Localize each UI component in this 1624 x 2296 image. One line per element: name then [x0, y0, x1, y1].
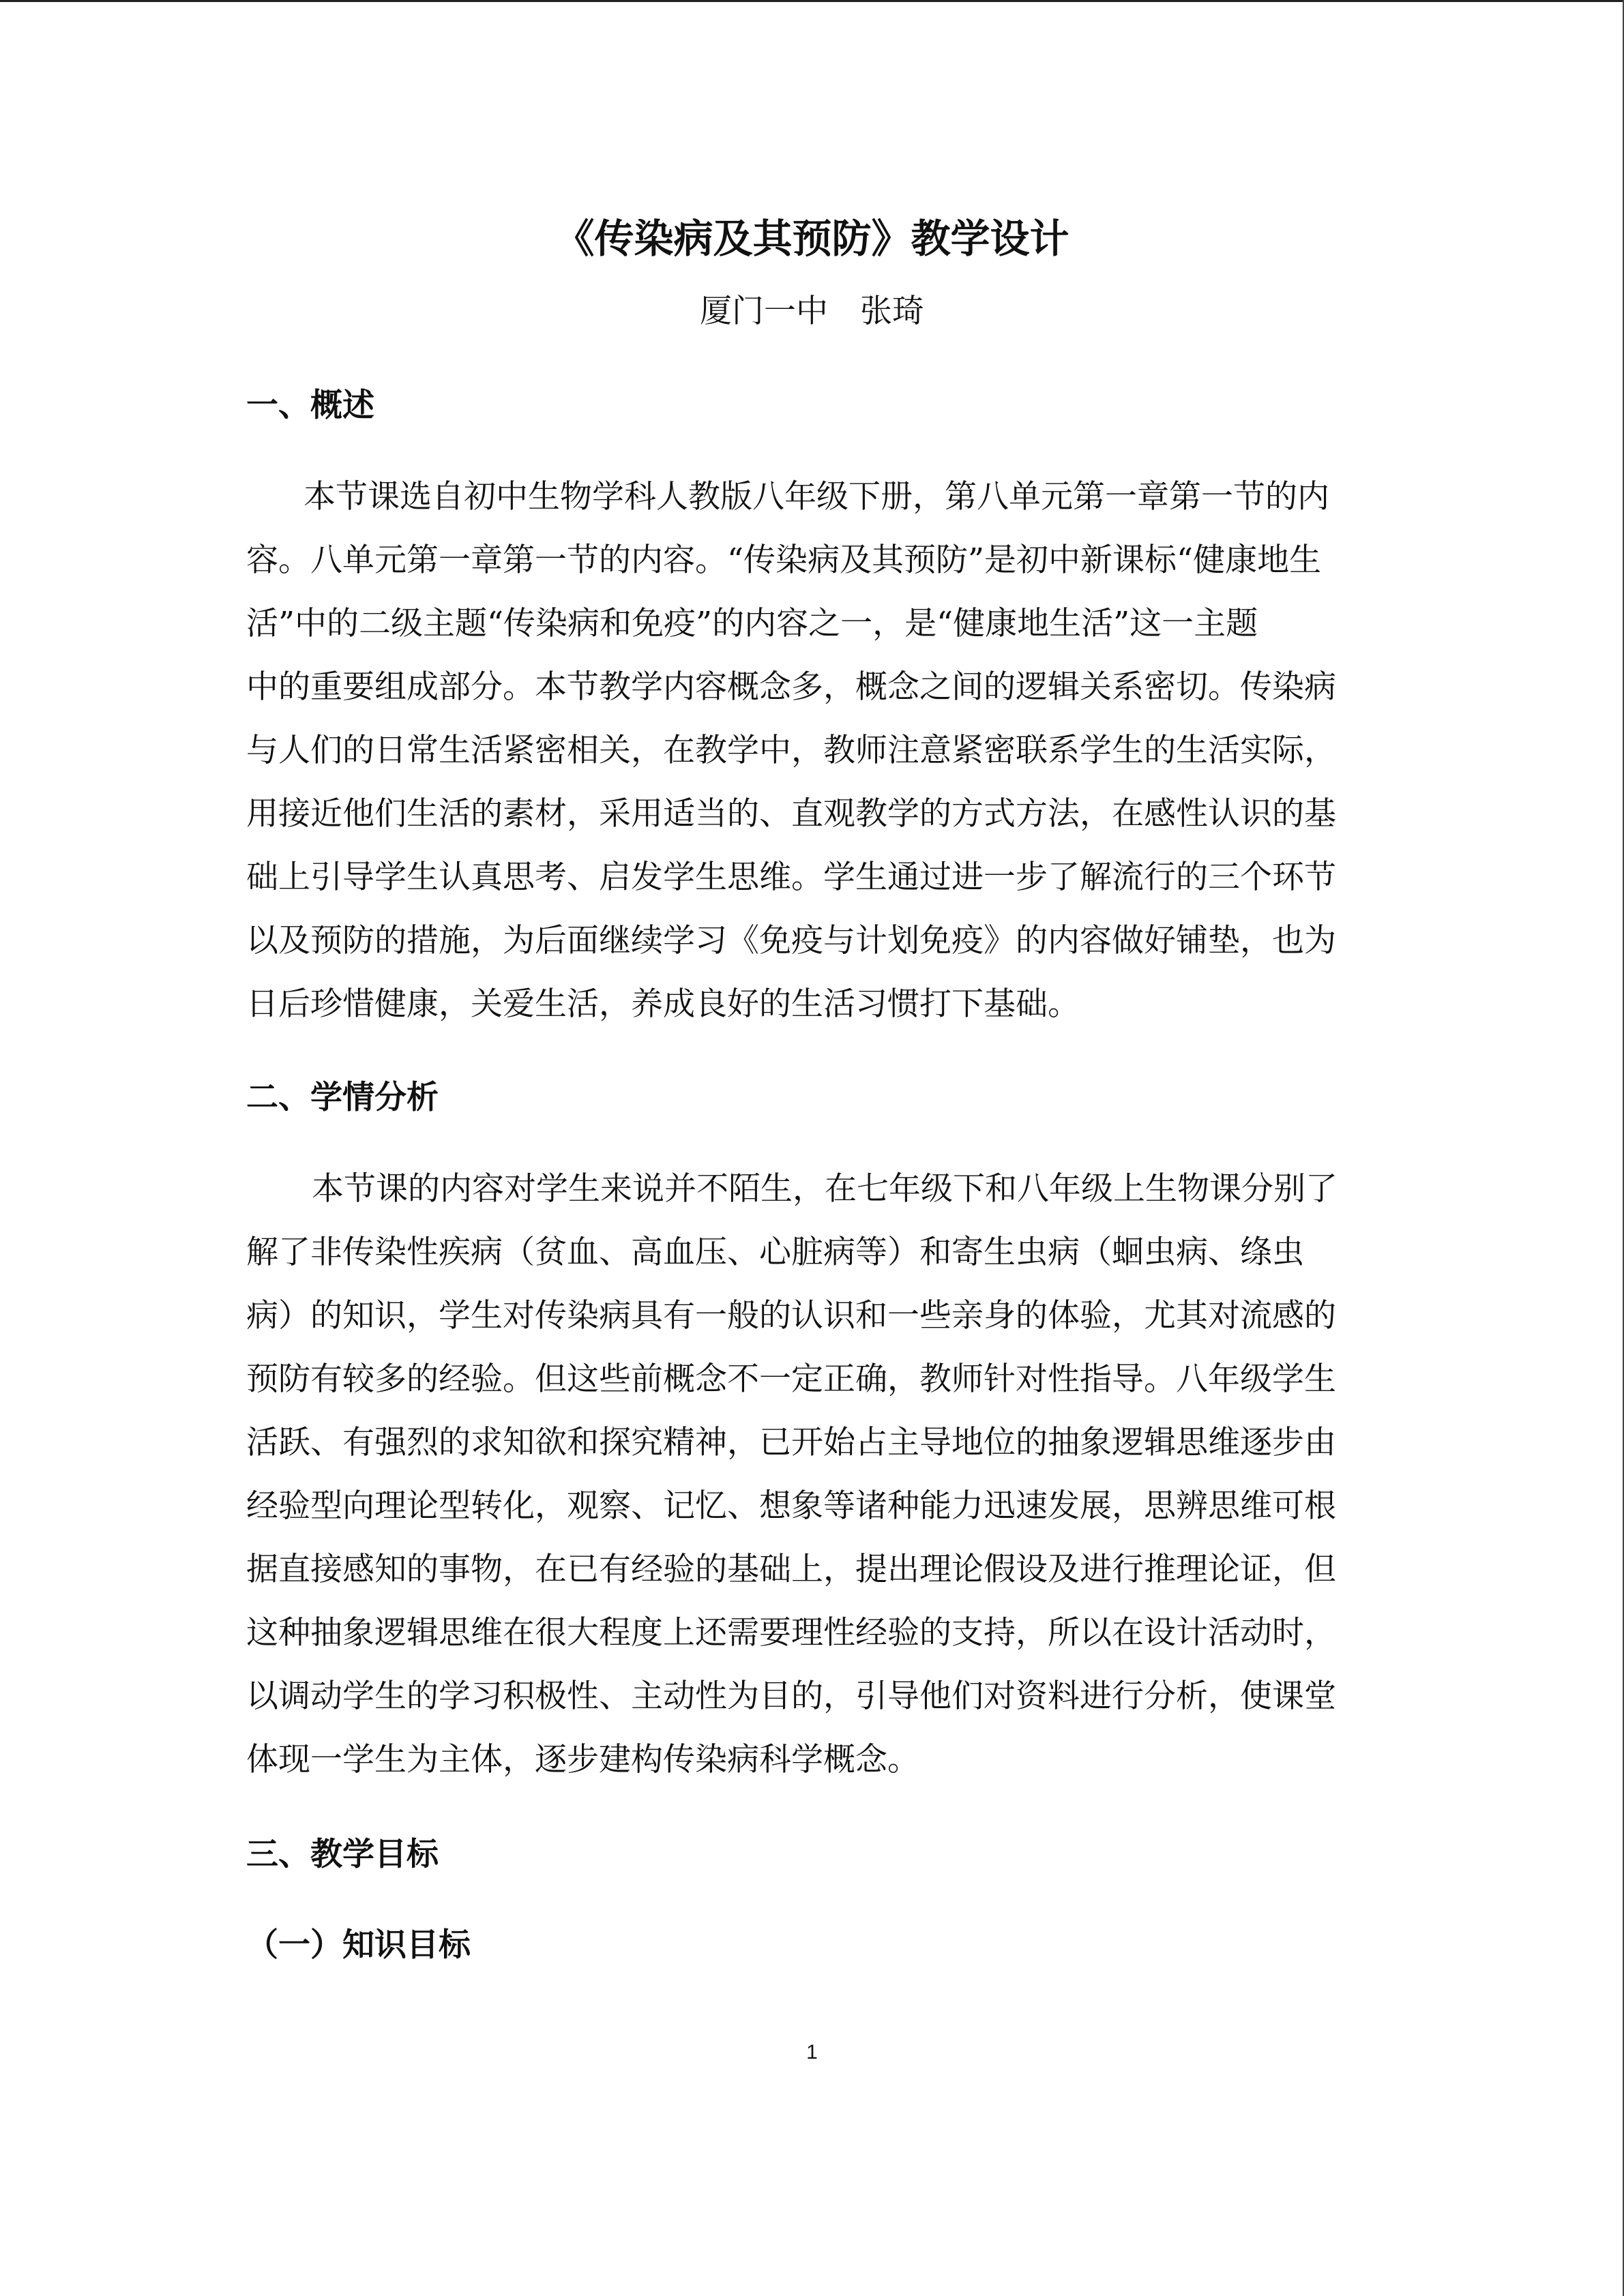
- paragraph-line: 据直接感知的事物，在已有经验的基础上，提出理论假设及进行推理论证，但: [246, 1551, 1336, 1588]
- paragraph-line: 日后珍惜健康，关爱生活，养成良好的生活习惯打下基础。: [246, 985, 1080, 1023]
- paragraph-line: 经验型向理论型转化，观察、记忆、想象等诸种能力迅速发展，思辨思维可根: [246, 1487, 1336, 1525]
- paragraph-line: 用接近他们生活的素材，采用适当的、直观教学的方式方法，在感性认识的基: [246, 795, 1336, 833]
- paragraph-line: 活”中的二级主题“传染病和免疫”的内容之一，是“健康地生活”这一主题: [246, 605, 1258, 642]
- section-heading-overview: 一、概述: [246, 387, 374, 424]
- section-heading-teaching-objectives: 三、教学目标: [246, 1836, 439, 1873]
- author-byline: 厦门一中 张琦: [700, 293, 924, 330]
- paragraph-line: 以及预防的措施，为后面继续学习《免疫与计划免疫》的内容做好铺垫，也为: [246, 922, 1336, 959]
- section-heading-learner-analysis: 二、学情分析: [246, 1079, 439, 1116]
- paragraph-line: 与人们的日常生活紧密相关，在教学中，教师注意紧密联系学生的生活实际，: [246, 732, 1336, 769]
- paragraph-line: 本节课的内容对学生来说并不陌生，在七年级下和八年级上生物课分别了: [312, 1170, 1338, 1208]
- document-title: 《传染病及其预防》教学设计: [555, 215, 1069, 262]
- paragraph-line: 这种抽象逻辑思维在很大程度上还需要理性经验的支持，所以在设计活动时，: [246, 1614, 1336, 1652]
- paragraph-line: 解了非传染性疾病（贫血、高血压、心脏病等）和寄生虫病（蛔虫病、绦虫: [246, 1234, 1304, 1271]
- subheading-knowledge-objectives: （一）知识目标: [246, 1926, 471, 1964]
- overview-paragraph: [246, 465, 1392, 1036]
- paragraph-line: 体现一学生为主体，逐步建构传染病科学概念。: [246, 1741, 919, 1778]
- paragraph-line: 预防有较多的经验。但这些前概念不一定正确，教师针对性指导。八年级学生: [246, 1360, 1336, 1398]
- page-number: 1: [806, 2041, 818, 2063]
- paragraph-line: 病）的知识，学生对传染病具有一般的认识和一些亲身的体验，尤其对流感的: [246, 1297, 1336, 1335]
- paragraph-line: 活跃、有强烈的求知欲和探究精神，已开始占主导地位的抽象逻辑思维逐步由: [246, 1424, 1336, 1461]
- paragraph-line: 础上引导学生认真思考、启发学生思维。学生通过进一步了解流行的三个环节: [246, 859, 1336, 896]
- paragraph-line: 中的重要组成部分。本节教学内容概念多，概念之间的逻辑关系密切。传染病: [246, 668, 1336, 706]
- paragraph-line: 以调动学生的学习积极性、主动性为目的，引导他们对资料进行分析，使课堂: [246, 1678, 1336, 1715]
- paragraph-line: 本节课选自初中生物学科人教版八年级下册，第八单元第一章第一节的内: [304, 478, 1329, 516]
- paragraph-line: 容。八单元第一章第一节的内容。“传染病及其预防”是初中新课标“健康地生: [246, 541, 1322, 579]
- learner-analysis-paragraph: [246, 1157, 1392, 1791]
- page-border-top: [0, 0, 1624, 2]
